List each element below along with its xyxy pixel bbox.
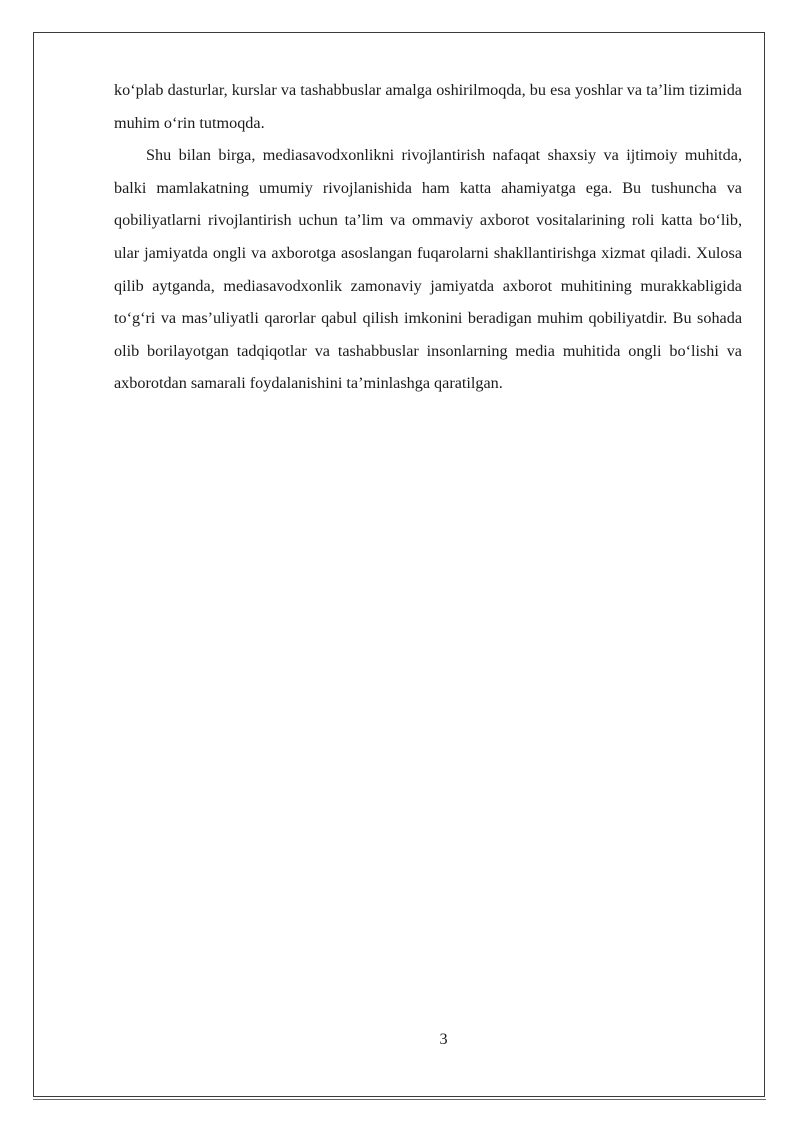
paragraph-conclusion: Shu bilan birga, mediasavodxonlikni rivojlantirish nafaqat shaxsiy va ijtimoiy muhitda, balki mamlakatning umumiy rivojlanishida ham katta ahamiyatga ega. Bu tushuncha va qobiliyatlarni rivojlantirish uchun ta’lim va ommaviy axborot vositalarining roli katta bo‘lib, ular jamiyatda ongli va axborotga asoslangan fuqarolarni shakllantirishga xizmat qiladi. Xulosa qilib aytganda, mediasavodxonlik zamonaviy jamiyatda axborot muhitining murakkabligida to‘g‘ri va mas’uliyatli qarorlar qabul qilish imkonini beradigan muhim qobiliyatdir. Bu sohada olib borilayotgan tadqiqotlar va tashabbuslar insonlarning media muhitida ongli bo‘lishi va axborotdan samarali foydalanishini ta’minlashga qaratilgan. [114, 146, 742, 393]
page-number: 3 [439, 1030, 448, 1048]
document-body [114, 74, 742, 400]
paragraph-continued: ko‘plab dasturlar, kurslar va tashabbuslar amalga oshirilmoqda, bu esa yoshlar va ta’lim tizimida muhim o‘rin tutmoqda. [114, 81, 742, 132]
